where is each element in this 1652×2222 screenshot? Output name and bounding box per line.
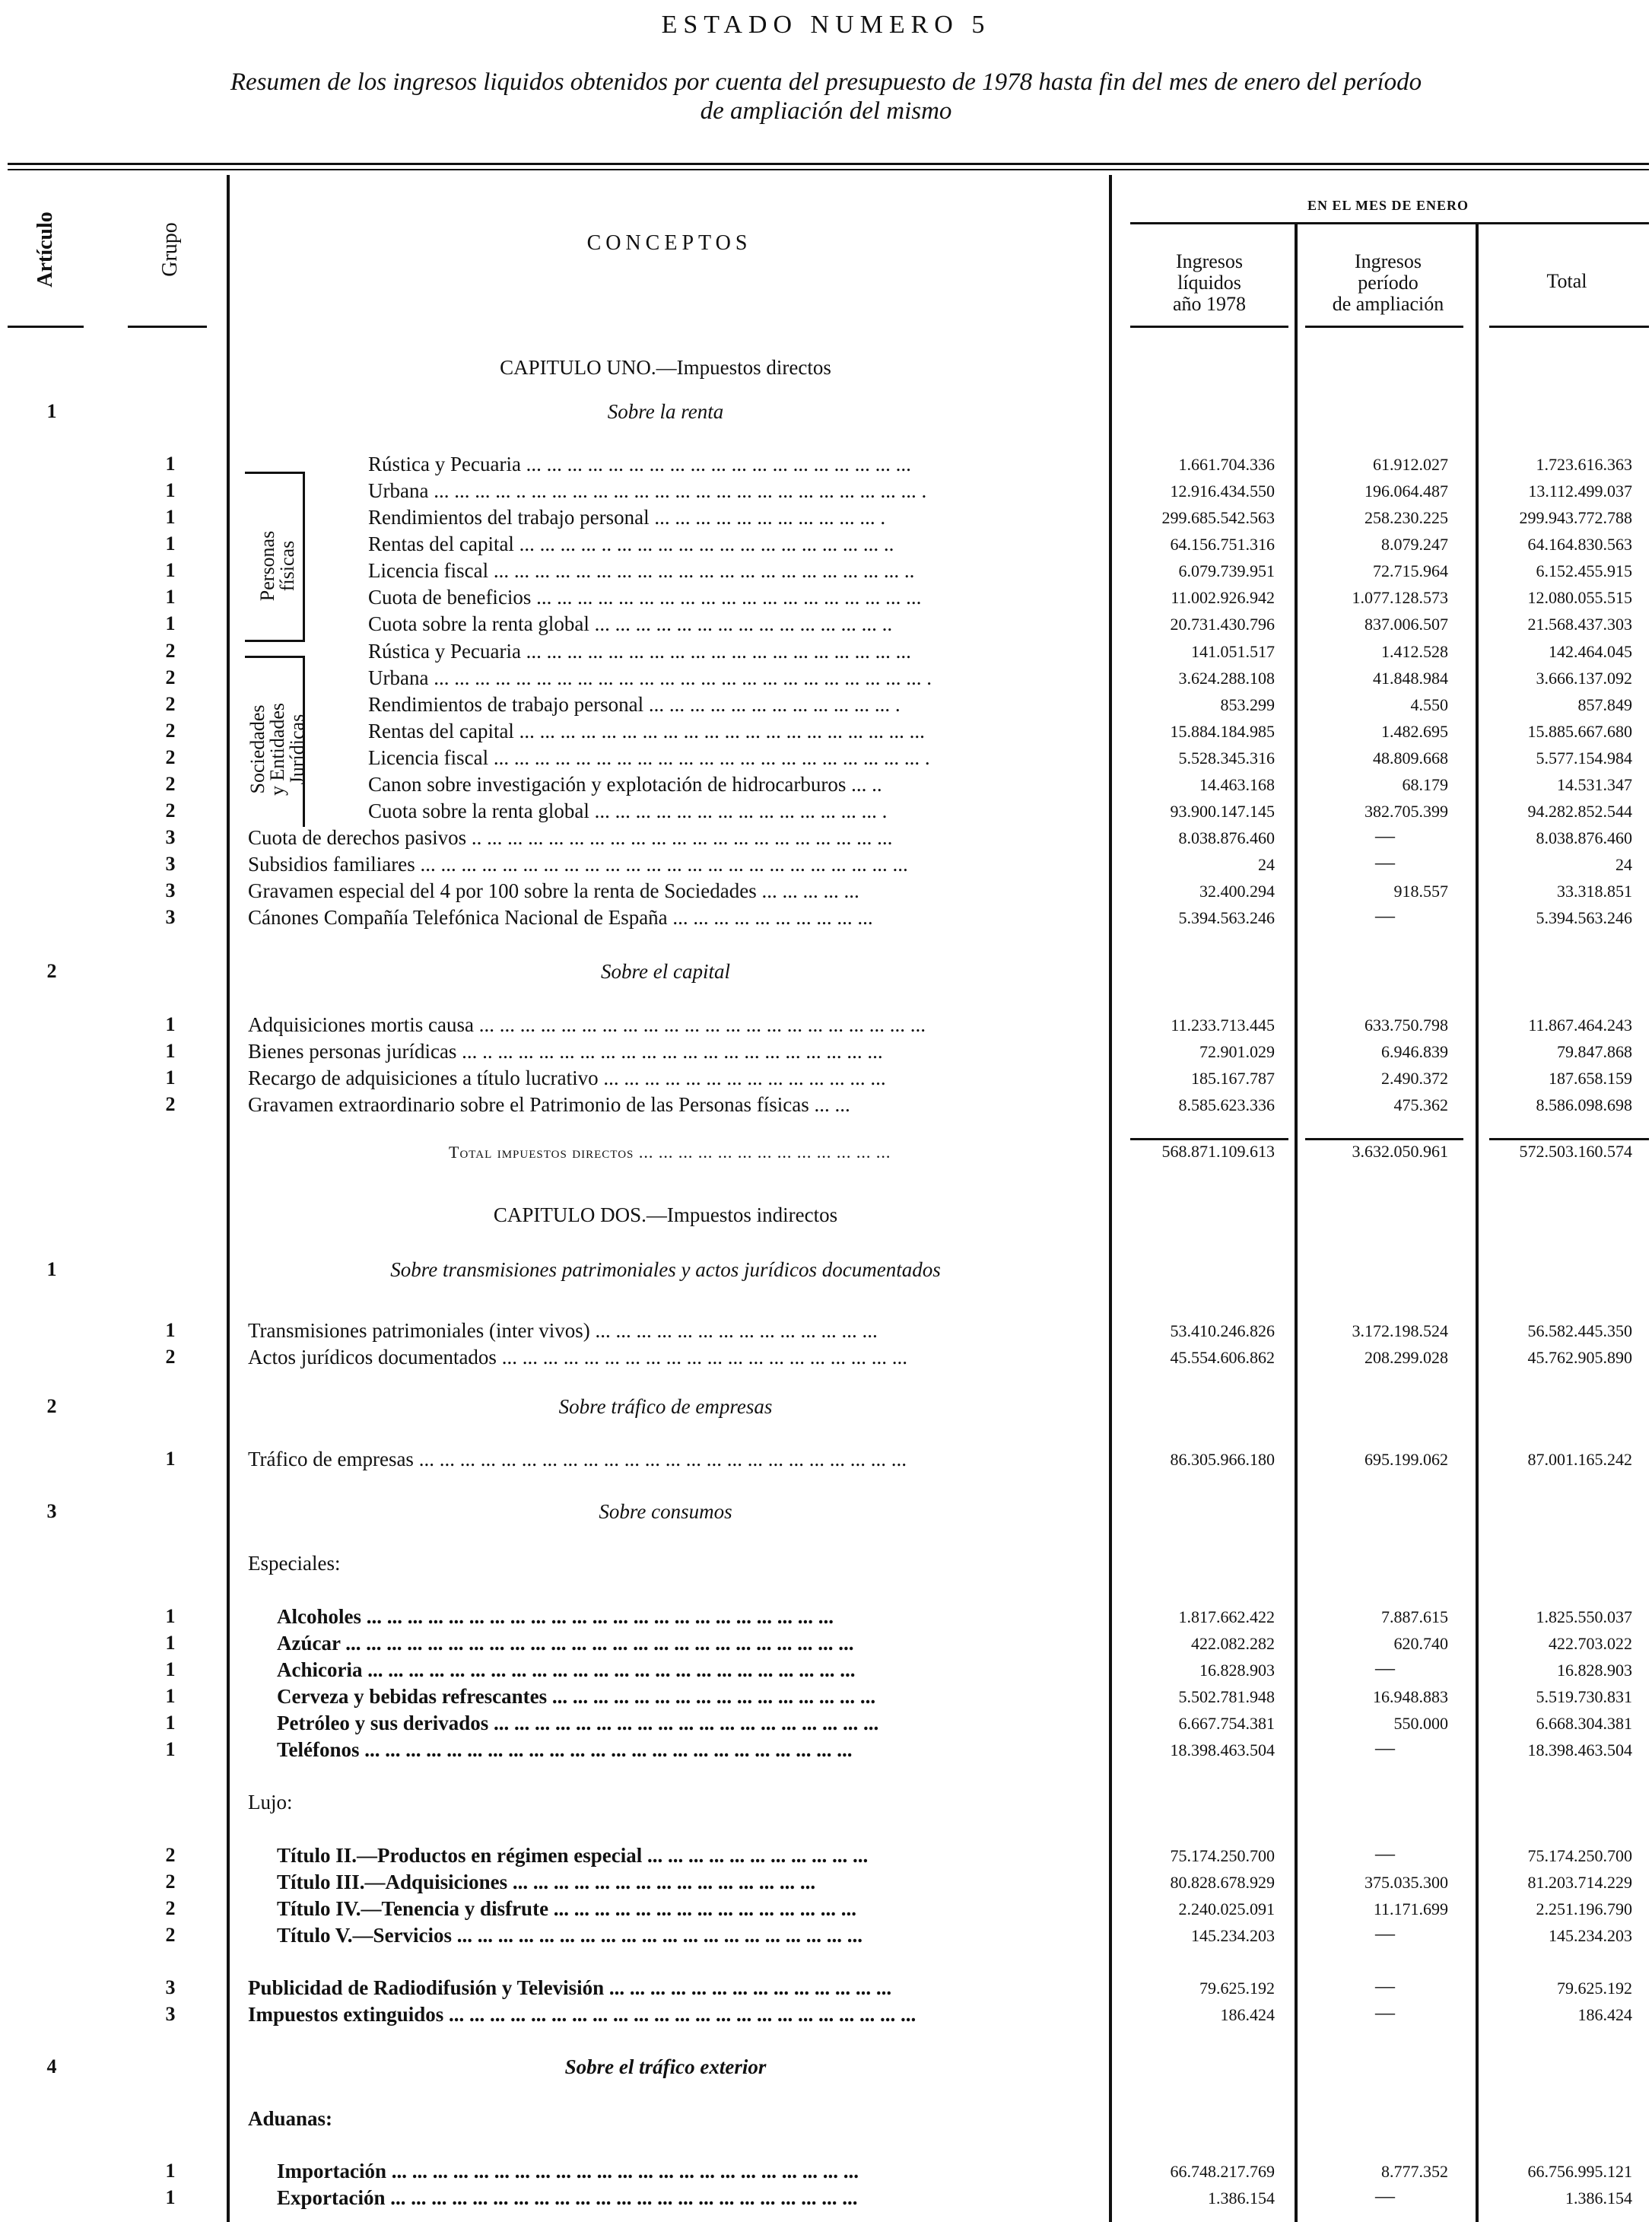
value-col1: 299.685.542.563 xyxy=(1161,508,1275,527)
concept-label: Cuota de beneficios ... ... ... ... ... ... ... ... ... ... ... ... ... ... ... ... ... ... ... xyxy=(368,586,922,609)
bracket-label-sociedades xyxy=(248,669,307,829)
value-col3: 6.152.455.915 xyxy=(1536,561,1632,580)
value-col2: 918.557 xyxy=(1393,882,1448,901)
value-col2: 8.079.247 xyxy=(1381,535,1448,554)
grupo-number: 2 xyxy=(165,693,176,715)
grupo-number: 1 xyxy=(165,1605,176,1627)
value-col1: 6.079.739.951 xyxy=(1178,561,1275,580)
concept-label: Cuota sobre la renta global ... ... ... ... ... ... ... ... ... ... ... ... ... ... . xyxy=(368,799,888,822)
concept-label: Cánones Compañía Telefónica Nacional de España ... ... ... ... ... ... ... ... ... ... xyxy=(248,906,873,929)
grupo-number: 1 xyxy=(165,479,176,501)
grupo-number: 2 xyxy=(165,799,176,822)
grupo-number: 2 xyxy=(165,1093,176,1115)
value-col2: 1.482.695 xyxy=(1381,722,1448,741)
value-col1: 53.410.246.826 xyxy=(1170,1321,1275,1340)
value-col1: 11.002.926.942 xyxy=(1171,588,1275,607)
total-rule-col3 xyxy=(1489,1138,1649,1140)
concept-label: Título III.—Adquisiciones ... ... ... ... ... ... ... ... ... ... ... ... ... ... ... xyxy=(277,1871,816,1893)
header-col1-line3: año 1978 xyxy=(1172,293,1247,315)
articulo-number: 4 xyxy=(46,2055,57,2077)
header-articulo: Artículo xyxy=(33,211,57,288)
concept-label: Achicoria ... ... ... ... ... ... ... ... ... ... ... ... ... ... ... ... ... ... ... ... ... ... ... ... xyxy=(277,1658,856,1681)
value-dash-col2: — xyxy=(1375,1657,1395,1679)
section-heading: Sobre el capital xyxy=(601,960,730,983)
value-col2: 2.490.372 xyxy=(1381,1069,1448,1088)
grupo-number: 2 xyxy=(165,1871,176,1893)
concept-label: Actos jurídicos documentados ... ... ... ... ... ... ... ... ... ... ... ... ... ... ... ... ... ... ... ... xyxy=(248,1346,907,1368)
value-col2: 1.412.528 xyxy=(1381,642,1448,661)
value-col2: 633.750.798 xyxy=(1364,1016,1448,1035)
section-heading: Sobre transmisiones patrimoniales y actos jurídicos documentados xyxy=(390,1258,941,1281)
bracket-personas-line1: Personas xyxy=(256,530,278,602)
grupo-number: 1 xyxy=(165,2186,176,2208)
value-col2: 68.179 xyxy=(1402,775,1448,794)
value-col3: 1.723.616.363 xyxy=(1536,455,1632,474)
page-title: ESTADO NUMERO 5 xyxy=(661,11,991,39)
concept-label: Alcoholes ... ... ... ... ... ... ... ... ... ... ... ... ... ... ... ... ... ... ... ... ... ... ... xyxy=(277,1605,834,1628)
value-col3: 145.234.203 xyxy=(1549,1926,1632,1945)
concept-label: Título IV.—Tenencia y disfrute ... ... ... ... ... ... ... ... ... ... ... ... ... ... ... xyxy=(277,1897,857,1920)
value-col1: 45.554.606.862 xyxy=(1170,1348,1275,1367)
grupo-number: 1 xyxy=(165,1685,176,1707)
value-col2: 620.740 xyxy=(1393,1634,1448,1653)
concept-label: Publicidad de Radiodifusión y Televisión ... ... ... ... ... ... ... ... ... ... ... ... ... ... xyxy=(248,1976,892,1999)
value-col1: 141.051.517 xyxy=(1191,642,1275,661)
value-col3: 94.282.852.544 xyxy=(1527,802,1632,821)
top-rule xyxy=(8,163,1649,165)
header-col3: Total xyxy=(1546,270,1587,292)
bracket-sociedades-line1: Sociedades xyxy=(246,704,268,794)
concept-label: Rústica y Pecuaria ... ... ... ... ... ... ... ... ... ... ... ... ... ... ... ... ... ... ... xyxy=(368,453,911,475)
value-col3: 422.703.022 xyxy=(1549,1634,1632,1653)
value-col1: 5.394.563.246 xyxy=(1178,908,1275,927)
articulo-number: 3 xyxy=(46,1500,57,1522)
value-dash-col2: — xyxy=(1375,904,1395,927)
value-col1: 79.625.192 xyxy=(1199,1979,1275,1998)
value-col3: 2.251.196.790 xyxy=(1536,1899,1632,1918)
grupo-number: 2 xyxy=(165,773,176,795)
grupo-number: 2 xyxy=(165,1924,176,1946)
value-col1: 5.502.781.948 xyxy=(1178,1687,1275,1706)
value-col3: 6.668.304.381 xyxy=(1536,1714,1632,1733)
grupo-number: 1 xyxy=(165,1448,176,1470)
value-col3: 187.658.159 xyxy=(1549,1069,1632,1088)
value-col1: 145.234.203 xyxy=(1191,1926,1275,1945)
bracket-sociedades-line2: y Entidades xyxy=(266,702,288,796)
articulo-number: 2 xyxy=(46,960,57,982)
value-dash-col2: — xyxy=(1375,825,1395,847)
value-dash-col2: — xyxy=(1375,2185,1395,2207)
concept-label: Exportación ... ... ... ... ... ... ... ... ... ... ... ... ... ... ... ... ... ... ... ... ... ... ... xyxy=(277,2186,858,2209)
header-conceptos: CONCEPTOS xyxy=(586,231,752,255)
header-col2 xyxy=(1301,251,1476,315)
grupo-number: 1 xyxy=(165,586,176,608)
grupo-number: 2 xyxy=(165,1897,176,1919)
value-col1: 18.398.463.504 xyxy=(1170,1740,1275,1759)
value-col1: 8.585.623.336 xyxy=(1178,1095,1275,1114)
concept-label: Título V.—Servicios ... ... ... ... ... ... ... ... ... ... ... ... ... ... ... ... ... ... ... ... xyxy=(277,1924,863,1947)
grupo-number: 3 xyxy=(165,853,176,875)
concept-label: Subsidios familiares ... ... ... ... ... ... ... ... ... ... ... ... ... ... ... ... ... ... ... ... ... ... ... ... xyxy=(248,853,908,876)
value-col1: 422.082.282 xyxy=(1191,1634,1275,1653)
value-col1: 6.667.754.381 xyxy=(1178,1714,1275,1733)
concept-label: Rendimientos del trabajo personal ... ... ... ... ... ... ... ... ... ... ... . xyxy=(368,506,886,529)
header-en-el-mes: EN EL MES DE ENERO xyxy=(1307,198,1469,213)
column-divider-conceptos xyxy=(227,175,230,2222)
concept-label: Urbana ... ... ... ... ... ... ... ... ... ... ... ... ... ... ... ... ... ... ... ... ... ... ... ... . xyxy=(368,666,932,689)
header-group-rule xyxy=(1130,222,1649,224)
grupo-number: 1 xyxy=(165,1738,176,1760)
value-col3: 13.112.499.037 xyxy=(1528,482,1632,501)
value-col1: 75.174.250.700 xyxy=(1170,1846,1275,1865)
subheading: Especiales: xyxy=(248,1552,341,1575)
grupo-number: 1 xyxy=(165,1319,176,1341)
concept-label: Cuota de derechos pasivos .. ... ... ... ... ... ... ... ... ... ... ... ... ... ... ... ... ... ... ... ... xyxy=(248,826,893,849)
grupo-number: 2 xyxy=(165,1346,176,1368)
value-col1: 568.871.109.613 xyxy=(1161,1142,1275,1161)
value-col2: 196.064.487 xyxy=(1364,482,1448,501)
value-col2: 61.912.027 xyxy=(1373,455,1448,474)
grupo-number: 1 xyxy=(165,559,176,581)
value-col1: 1.817.662.422 xyxy=(1178,1607,1275,1626)
concept-label: Azúcar ... ... ... ... ... ... ... ... ... ... ... ... ... ... ... ... ... ... ... ... ... ... ... ... ... xyxy=(277,1632,854,1655)
value-col3: 15.885.667.680 xyxy=(1527,722,1632,741)
grupo-number: 1 xyxy=(165,1040,176,1062)
header-col1-line1: Ingresos xyxy=(1175,250,1244,272)
concept-label: Canon sobre investigación y explotación de hidrocarburos ... .. xyxy=(368,773,882,796)
concept-label: Licencia fiscal ... ... ... ... ... ... ... ... ... ... ... ... ... ... ... ... ... ... ... ... .. xyxy=(368,559,915,582)
value-col3: 24 xyxy=(1615,855,1632,874)
subtitle-line-2: de ampliación del mismo xyxy=(700,97,952,125)
grupo-number: 1 xyxy=(165,1658,176,1680)
concept-label: Rendimientos de trabajo personal ... ... ... ... ... ... ... ... ... ... ... ... . xyxy=(368,693,901,716)
grupo-number: 3 xyxy=(165,906,176,928)
concept-label: Teléfonos ... ... ... ... ... ... ... ... ... ... ... ... ... ... ... ... ... ... ... ... ... ... ... ... xyxy=(277,1738,853,1761)
grupo-number: 2 xyxy=(165,640,176,662)
value-col1: 16.828.903 xyxy=(1199,1661,1275,1680)
concept-label: Impuestos extinguidos ... ... ... ... ... ... ... ... ... ... ... ... ... ... ... ... ... ... ... ... ... ... ... xyxy=(248,2003,917,2026)
value-col2: 48.809.668 xyxy=(1373,749,1448,768)
column-divider-col1 xyxy=(1109,175,1112,2222)
bracket-personas-line2: físicas xyxy=(276,540,298,592)
concept-label: Gravamen especial del 4 por 100 sobre la renta de Sociedades ... ... ... ... ... xyxy=(248,879,859,902)
value-col2: 695.199.062 xyxy=(1364,1450,1448,1469)
value-col2: 41.848.984 xyxy=(1373,669,1448,688)
value-col1: 1.661.704.336 xyxy=(1178,455,1275,474)
concept-label: Bienes personas jurídicas ... .. ... ... ... ... ... ... ... ... ... ... ... ... ... ... ... ... ... ... ... xyxy=(248,1040,883,1063)
total-rule-col2 xyxy=(1305,1138,1463,1140)
grupo-number: 1 xyxy=(165,612,176,634)
header-grupo: Grupo xyxy=(158,222,182,277)
value-dash-col2: — xyxy=(1375,1975,1395,1997)
value-col1: 1.386.154 xyxy=(1208,2189,1275,2208)
value-col2: 7.887.615 xyxy=(1381,1607,1448,1626)
concept-label: Tráfico de empresas ... ... ... ... ... ... ... ... ... ... ... ... ... ... ... ... ... ... ... ... ... ... ... ... xyxy=(248,1448,907,1470)
header-col2-line1: Ingresos xyxy=(1354,250,1422,272)
value-col3: 11.867.464.243 xyxy=(1528,1016,1632,1035)
grupo-number: 2 xyxy=(165,1844,176,1866)
concept-label: Recargo de adquisiciones a título lucrativo ... ... ... ... ... ... ... ... ... ... ... ... ... ... xyxy=(248,1066,886,1089)
bracket-label-personas xyxy=(258,497,297,634)
value-col3: 66.756.995.121 xyxy=(1527,2162,1632,2181)
value-col3: 857.849 xyxy=(1577,695,1632,714)
value-col3: 18.398.463.504 xyxy=(1527,1740,1632,1759)
concept-label: Licencia fiscal ... ... ... ... ... ... ... ... ... ... ... ... ... ... ... ... ... ... ... ... ... . xyxy=(368,746,930,769)
header-rule-col2 xyxy=(1305,326,1463,328)
value-col2: 837.006.507 xyxy=(1364,615,1448,634)
value-col1: 3.624.288.108 xyxy=(1178,669,1275,688)
header-col1 xyxy=(1126,251,1293,315)
grupo-number: 3 xyxy=(165,879,176,901)
concept-label: Transmisiones patrimoniales (inter vivos) ... ... ... ... ... ... ... ... ... ... ... ... ... ... xyxy=(248,1319,878,1342)
subheading: Aduanas: xyxy=(248,2107,333,2130)
bracket-sociedades-line3: Jurídicas xyxy=(286,714,308,785)
value-col2: 1.077.128.573 xyxy=(1352,588,1448,607)
value-col1: 15.884.184.985 xyxy=(1170,722,1275,741)
value-col1: 86.305.966.180 xyxy=(1170,1450,1275,1469)
value-col2: 8.777.352 xyxy=(1381,2162,1448,2181)
value-col3: 56.582.445.350 xyxy=(1527,1321,1632,1340)
grupo-number: 2 xyxy=(165,666,176,688)
value-col1: 66.748.217.769 xyxy=(1170,2162,1275,2181)
value-col3: 16.828.903 xyxy=(1557,1661,1632,1680)
subheading: Lujo: xyxy=(248,1791,293,1814)
total-rule-col1 xyxy=(1130,1138,1288,1140)
grupo-number: 1 xyxy=(165,453,176,475)
value-dash-col2: — xyxy=(1375,1922,1395,1944)
value-dash-col2: — xyxy=(1375,1842,1395,1864)
chapter-heading: CAPITULO UNO.—Impuestos directos xyxy=(500,356,831,379)
value-col1: 8.038.876.460 xyxy=(1178,828,1275,847)
value-dash-col2: — xyxy=(1375,851,1395,873)
section-heading: Sobre consumos xyxy=(599,1500,732,1523)
value-col3: 79.847.868 xyxy=(1557,1042,1632,1061)
value-col3: 572.503.160.574 xyxy=(1519,1142,1632,1161)
value-col2: 11.171.699 xyxy=(1373,1899,1448,1918)
value-col2: 4.550 xyxy=(1410,695,1448,714)
grupo-number: 1 xyxy=(165,532,176,555)
value-col1: 72.901.029 xyxy=(1199,1042,1275,1061)
header-col1-line2: líquidos xyxy=(1177,272,1241,294)
articulo-number: 2 xyxy=(46,1395,57,1417)
value-col2: 208.299.028 xyxy=(1364,1348,1448,1367)
column-divider-col3 xyxy=(1476,222,1479,2222)
header-rule-articulo xyxy=(8,326,84,328)
header-col2-line2: período xyxy=(1358,272,1418,294)
grupo-number: 2 xyxy=(165,746,176,768)
value-col1: 24 xyxy=(1258,855,1275,874)
value-col3: 8.586.098.698 xyxy=(1536,1095,1632,1114)
value-col3: 1.825.550.037 xyxy=(1536,1607,1632,1626)
value-col2: 550.000 xyxy=(1393,1714,1448,1733)
subtitle-line-1: Resumen de los ingresos liquidos obtenidos por cuenta del presupuesto de 1978 hasta fin del mes de enero del período xyxy=(230,68,1422,96)
value-col1: 853.299 xyxy=(1220,695,1275,714)
value-col1: 185.167.787 xyxy=(1191,1069,1275,1088)
articulo-number: 1 xyxy=(46,1258,57,1280)
value-col3: 8.038.876.460 xyxy=(1536,828,1632,847)
section-heading: Sobre la renta xyxy=(607,400,724,423)
value-dash-col2: — xyxy=(1375,2001,1395,2023)
concept-label: Adquisiciones mortis causa ... ... ... ... ... ... ... ... ... ... ... ... ... ... ... ... ... ... ... ... ... ... xyxy=(248,1013,926,1036)
value-col2: 72.715.964 xyxy=(1373,561,1448,580)
concept-label: Rústica y Pecuaria ... ... ... ... ... ... ... ... ... ... ... ... ... ... ... ... ... ... ... xyxy=(368,640,911,663)
value-col3: 12.080.055.515 xyxy=(1527,588,1632,607)
value-col3: 5.577.154.984 xyxy=(1536,749,1632,768)
section-heading: Sobre tráfico de empresas xyxy=(558,1395,773,1418)
value-col2: 16.948.883 xyxy=(1373,1687,1448,1706)
value-col2: 3.632.050.961 xyxy=(1352,1142,1448,1161)
header-rule-grupo xyxy=(128,326,207,328)
value-col3: 299.943.772.788 xyxy=(1519,508,1632,527)
value-col1: 12.916.434.550 xyxy=(1170,482,1275,501)
grupo-number: 3 xyxy=(165,1976,176,1998)
grupo-number: 3 xyxy=(165,2003,176,2025)
value-col3: 1.386.154 xyxy=(1565,2189,1632,2208)
concept-label: Título II.—Productos en régimen especial ... ... ... ... ... ... ... ... ... ... ... xyxy=(277,1844,869,1867)
grupo-number: 1 xyxy=(165,2160,176,2182)
value-col2: 382.705.399 xyxy=(1364,802,1448,821)
concept-label: Urbana ... ... ... ... .. ... ... ... ... ... ... ... ... ... ... ... ... ... ... ... ... ... ... ... . xyxy=(368,479,927,502)
concept-label: Gravamen extraordinario sobre el Patrimonio de las Personas físicas ... ... xyxy=(248,1093,850,1116)
value-col3: 64.164.830.563 xyxy=(1527,535,1632,554)
total-label: Total impuestos directos ... ... ... ... ... ... ... ... ... ... ... ... ... xyxy=(449,1143,891,1162)
concept-label: Petróleo y sus derivados ... ... ... ... ... ... ... ... ... ... ... ... ... ... ... ... ... ... ... xyxy=(277,1712,879,1734)
value-col3: 186.424 xyxy=(1577,2005,1632,2024)
value-col3: 5.519.730.831 xyxy=(1536,1687,1632,1706)
grupo-number: 1 xyxy=(165,1632,176,1654)
grupo-number: 2 xyxy=(165,720,176,742)
value-col3: 75.174.250.700 xyxy=(1527,1846,1632,1865)
value-col3: 81.203.714.229 xyxy=(1527,1873,1632,1892)
value-col3: 21.568.437.303 xyxy=(1527,615,1632,634)
value-col3: 3.666.137.092 xyxy=(1536,669,1632,688)
value-col1: 5.528.345.316 xyxy=(1178,749,1275,768)
value-col3: 45.762.905.890 xyxy=(1527,1348,1632,1367)
header-rule-col3 xyxy=(1489,326,1649,328)
value-col3: 5.394.563.246 xyxy=(1536,908,1632,927)
value-col3: 14.531.347 xyxy=(1557,775,1632,794)
value-col1: 11.233.713.445 xyxy=(1171,1016,1275,1035)
concept-label: Rentas del capital ... ... ... ... .. ... ... ... ... ... ... ... ... ... ... ... ... ... .. xyxy=(368,532,894,555)
value-col2: 475.362 xyxy=(1393,1095,1448,1114)
value-col1: 2.240.025.091 xyxy=(1178,1899,1275,1918)
grupo-number: 1 xyxy=(165,1013,176,1035)
value-col2: 3.172.198.524 xyxy=(1352,1321,1448,1340)
articulo-number: 1 xyxy=(46,400,57,422)
value-col2: 6.946.839 xyxy=(1381,1042,1448,1061)
value-col1: 93.900.147.145 xyxy=(1170,802,1275,821)
value-col1: 186.424 xyxy=(1220,2005,1275,2024)
chapter-heading: CAPITULO DOS.—Impuestos indirectos xyxy=(493,1203,838,1226)
section-heading: Sobre el tráfico exterior xyxy=(564,2055,767,2078)
value-col3: 87.001.165.242 xyxy=(1527,1450,1632,1469)
grupo-number: 1 xyxy=(165,1066,176,1089)
grupo-number: 1 xyxy=(165,506,176,528)
value-col1: 14.463.168 xyxy=(1199,775,1275,794)
value-col3: 142.464.045 xyxy=(1549,642,1632,661)
value-col1: 64.156.751.316 xyxy=(1170,535,1275,554)
grupo-number: 3 xyxy=(165,826,176,848)
value-col1: 20.731.430.796 xyxy=(1170,615,1275,634)
header-col2-line3: de ampliación xyxy=(1332,293,1444,315)
value-col1: 80.828.678.929 xyxy=(1170,1873,1275,1892)
value-col3: 33.318.851 xyxy=(1557,882,1632,901)
value-col1: 32.400.294 xyxy=(1199,882,1275,901)
value-dash-col2: — xyxy=(1375,1737,1395,1759)
concept-label: Importación ... ... ... ... ... ... ... ... ... ... ... ... ... ... ... ... ... ... ... ... ... ... ... xyxy=(277,2160,859,2182)
header-rule-col1 xyxy=(1130,326,1288,328)
concept-label: Cuota sobre la renta global ... ... ... ... ... ... ... ... ... ... ... ... ... ... .. xyxy=(368,612,893,635)
value-col2: 258.230.225 xyxy=(1364,508,1448,527)
top-rule-thin xyxy=(8,169,1649,170)
grupo-number: 1 xyxy=(165,1712,176,1734)
concept-label: Rentas del capital ... ... ... ... ... ... ... ... ... ... ... ... ... ... ... ... ... ... ... ... xyxy=(368,720,925,742)
value-col2: 375.035.300 xyxy=(1364,1873,1448,1892)
concept-label: Cerveza y bebidas refrescantes ... ... ... ... ... ... ... ... ... ... ... ... ... ... ... ... xyxy=(277,1685,876,1708)
value-col3: 79.625.192 xyxy=(1557,1979,1632,1998)
